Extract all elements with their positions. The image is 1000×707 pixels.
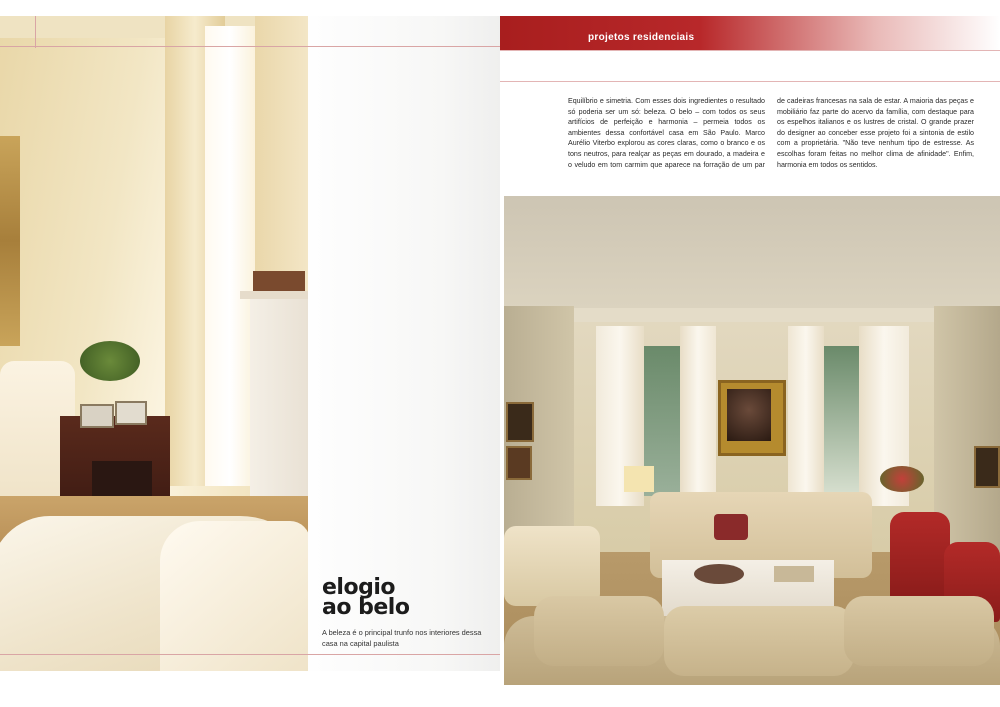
books-on-table [774,566,814,582]
article-caption: A beleza é o principal trunfo nos interiores dessa casa na capital paulista [322,628,482,648]
flower-vase [80,341,140,381]
left-sofa [504,526,600,606]
wall-frame [506,446,532,480]
left-text-area [308,16,500,671]
curtain-right [255,16,308,296]
living-room-photo-left [0,16,308,671]
foreground-cushion [534,596,664,666]
living-room-photo-right [504,196,1000,685]
article-headline [322,575,482,620]
foreground-cushion [664,606,854,676]
window-right [822,346,862,496]
photo-frame [80,404,114,428]
headline-line-2: ao belo [322,595,410,620]
window-light [205,26,255,486]
section-title: projetos residenciais [588,32,695,43]
guide-line [0,46,500,47]
wall-tapestry [0,136,20,346]
article-body-text: Equilíbrio e simetria. Com esses dois ingredientes o resultado só poderia ser um só: beleza. O belo – com todos os seus artifícios de perfeição e harmonia – permeia todos os ambientes dessa confortável casa em São Paulo. Marco Aurélio Viterbo explorou as cores claras, como o branco e os tons neutros, para realçar as peças em dourado, a madeira e o veludo em tom carmim que aparece na forração de um par de cadeiras francesas na sala de estar. A maioria das peças e mobiliário faz parte do acervo da família, com destaque para os espelhos italianos e os lustres de cristal. O grande prazer do designer ao conceber esse projeto foi a sintonia de estilo com a proprietária. "Não teve nenhum tipo de estresse. As escolhas foram feitas no melhor clima de afinidade". Enfim, harmonia em todos os sentidos. [568,97,974,169]
curtain [788,326,824,506]
guide-line [500,50,1000,51]
cushion [160,521,310,671]
wall-frame [506,402,534,442]
portrait-painting [718,380,786,456]
guide-line [500,81,1000,82]
left-page [0,16,500,671]
crown-molding [574,308,934,322]
guide-line [0,654,500,655]
flower-arrangement [880,466,924,492]
foreground-cushion [844,596,994,666]
wall-frame [974,446,1000,488]
section-header-bar [500,16,1000,50]
portrait-canvas [727,389,771,441]
books-on-mantel [253,271,305,291]
velvet-cushion [714,514,748,540]
ceiling [504,196,1000,316]
guide-line [35,16,36,48]
curtain [680,326,716,506]
french-chair-red [890,512,950,602]
photo-frame [115,401,147,425]
table-lamp [624,466,654,492]
right-page [500,16,1000,685]
decor-bowl [694,564,744,584]
headline-line-1: elogio [322,575,395,600]
mantel [240,291,308,299]
